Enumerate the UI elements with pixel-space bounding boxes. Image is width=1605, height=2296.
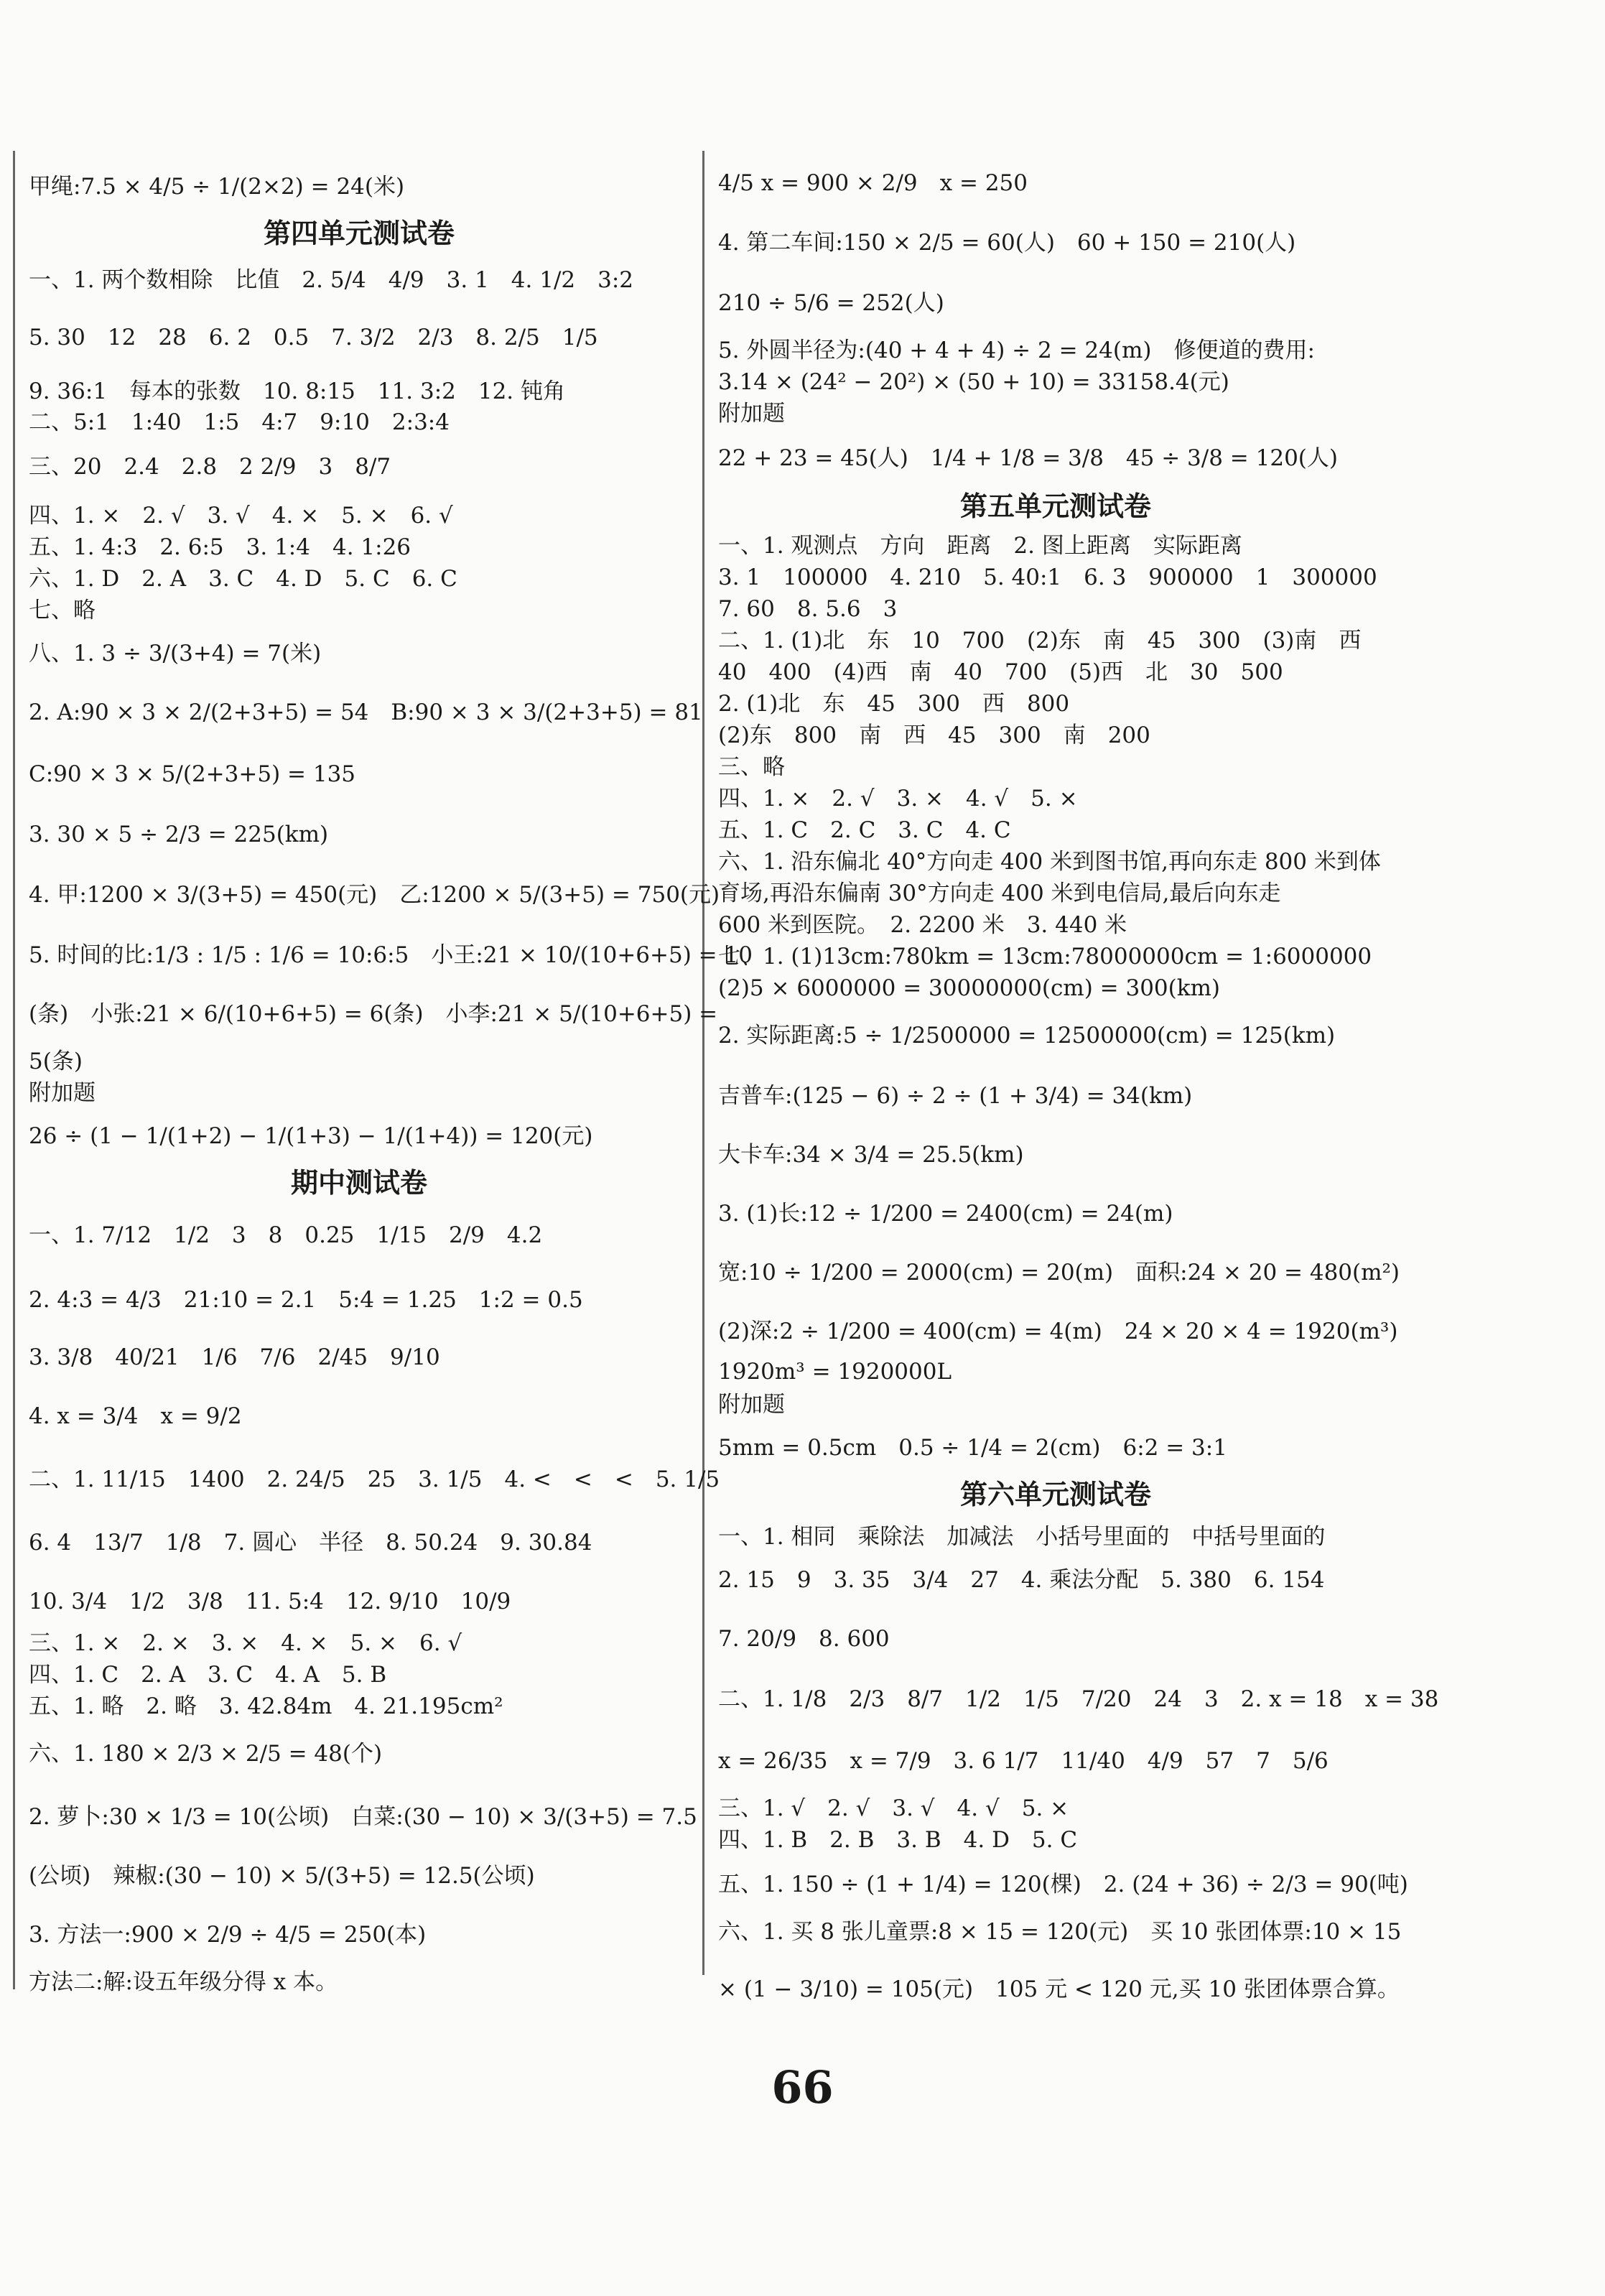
answer-line: 吉普车:(125 − 6) ÷ 2 ÷ (1 + 3/4) = 34(km) bbox=[718, 1083, 1193, 1109]
answer-line: 二、1. (1)北 东 10 700 (2)东 南 45 300 (3)南 西 bbox=[718, 628, 1362, 654]
answer-line: 26 ÷ (1 − 1/(1+2) − 1/(1+3) − 1/(1+4)) = 120(元) bbox=[29, 1123, 593, 1149]
left-margin-rule bbox=[13, 151, 15, 1989]
answer-line: 5. 30 12 28 6. 2 0.5 7. 3/2 2/3 8. 2/5 1/5 bbox=[29, 325, 598, 350]
answer-line: 3. 方法一:900 × 2/9 ÷ 4/5 = 250(本) bbox=[29, 1922, 427, 1948]
answer-line: 3. 3/8 40/21 1/6 7/6 2/45 9/10 bbox=[29, 1344, 440, 1370]
answer-line: 5. 时间的比:1/3 : 1/5 : 1/6 = 10:6:5 小王:21 × 10/(10+6+5) = 10 bbox=[29, 942, 753, 968]
answer-line: 一、1. 相同 乘除法 加减法 小括号里面的 中括号里面的 bbox=[718, 1524, 1326, 1550]
answer-line: 五、1. 4:3 2. 6:5 3. 1:4 4. 1:26 bbox=[29, 534, 411, 560]
answer-line: 甲绳:7.5 × 4/5 ÷ 1/(2×2) = 24(米) bbox=[29, 174, 405, 200]
answer-line: 3. (1)长:12 ÷ 1/200 = 2400(cm) = 24(m) bbox=[718, 1201, 1173, 1227]
answer-line: 附加题 bbox=[718, 1392, 785, 1418]
answer-line: 一、1. 观测点 方向 距离 2. 图上距离 实际距离 bbox=[718, 533, 1242, 559]
answer-line: 210 ÷ 5/6 = 252(人) bbox=[718, 290, 944, 316]
column-divider bbox=[702, 151, 704, 1975]
answer-line: 9. 36:1 每本的张数 10. 8:15 11. 3:2 12. 钝角 bbox=[29, 378, 566, 404]
answer-line: 1920m³ = 1920000L bbox=[718, 1359, 952, 1385]
answer-line: (2)5 × 6000000 = 30000000(cm) = 300(km) bbox=[718, 975, 1221, 1001]
answer-line: 五、1. C 2. C 3. C 4. C bbox=[718, 817, 1011, 843]
answer-line: (公顷) 辣椒:(30 − 10) × 5/(3+5) = 12.5(公顷) bbox=[29, 1863, 535, 1889]
answer-line: (2)深:2 ÷ 1/200 = 400(cm) = 4(m) 24 × 20 × 4 = 1920(m³) bbox=[718, 1319, 1398, 1344]
answer-line: 2. 15 9 3. 35 3/4 27 4. 乘法分配 5. 380 6. 154 bbox=[718, 1567, 1325, 1593]
answer-line: 40 400 (4)西 南 40 700 (5)西 北 30 500 bbox=[718, 659, 1283, 685]
section-heading-midterm: 期中测试卷 bbox=[290, 1167, 427, 1199]
answer-line: 7. 20/9 8. 600 bbox=[718, 1626, 890, 1652]
answer-line: 4. 第二车间:150 × 2/5 = 60(人) 60 + 150 = 210(人) bbox=[718, 230, 1296, 256]
answer-line: 7. 60 8. 5.6 3 bbox=[718, 596, 898, 622]
answer-line: 3. 1 100000 4. 210 5. 40:1 6. 3 900000 1 300000 bbox=[718, 564, 1377, 590]
answer-line: C:90 × 3 × 5/(2+3+5) = 135 bbox=[29, 761, 356, 787]
answer-line: 六、1. 沿东偏北 40°方向走 400 米到图书馆,再向东走 800 米到体 bbox=[718, 849, 1381, 875]
answer-line: 5. 外圆半径为:(40 + 4 + 4) ÷ 2 = 24(m) 修便道的费用: bbox=[718, 338, 1315, 363]
answer-line: 4. 甲:1200 × 3/(3+5) = 450(元) 乙:1200 × 5/(3+5) = 750(元) bbox=[29, 882, 720, 908]
answer-line: 6. 4 13/7 1/8 7. 圆心 半径 8. 50.24 9. 30.84 bbox=[29, 1530, 592, 1556]
answer-line: 10. 3/4 1/2 3/8 11. 5:4 12. 9/10 10/9 bbox=[29, 1589, 511, 1614]
answer-line: 2. 萝卜:30 × 1/3 = 10(公顷) 白菜:(30 − 10) × 3/(3+5) = 7.5 bbox=[29, 1804, 697, 1830]
section-heading-unit6: 第六单元测试卷 bbox=[959, 1479, 1151, 1510]
answer-line: 八、1. 3 ÷ 3/(3+4) = 7(米) bbox=[29, 641, 322, 666]
answer-line: 2. 实际距离:5 ÷ 1/2500000 = 12500000(cm) = 125(km) bbox=[718, 1023, 1336, 1049]
answer-line: 二、5:1 1:40 1:5 4:7 9:10 2:3:4 bbox=[29, 409, 450, 435]
answer-line: x = 26/35 x = 7/9 3. 6 1/7 11/40 4/9 57 7 5/6 bbox=[718, 1748, 1329, 1774]
answer-line: 三、20 2.4 2.8 2 2/9 3 8/7 bbox=[29, 454, 391, 480]
answer-line: 方法二:解:设五年级分得 x 本。 bbox=[29, 1969, 338, 1995]
answer-line: 七、略 bbox=[29, 598, 96, 623]
answer-line: 附加题 bbox=[718, 401, 785, 427]
answer-line: 六、1. 180 × 2/3 × 2/5 = 48(个) bbox=[29, 1741, 383, 1767]
answer-line: 4. x = 3/4 x = 9/2 bbox=[29, 1403, 242, 1429]
answer-line: 四、1. × 2. √ 3. × 4. √ 5. × bbox=[718, 786, 1078, 812]
answer-line: (2)东 800 南 西 45 300 南 200 bbox=[718, 722, 1150, 748]
answer-line: 一、1. 7/12 1/2 3 8 0.25 1/15 2/9 4.2 bbox=[29, 1222, 543, 1248]
answer-line: 七、1. (1)13cm:780km = 13cm:78000000cm = 1:6000000 bbox=[718, 944, 1372, 970]
answer-line: 五、1. 略 2. 略 3. 42.84m 4. 21.195cm² bbox=[29, 1693, 503, 1719]
answer-line: 2. (1)北 东 45 300 西 800 bbox=[718, 691, 1070, 717]
answer-line: 3.14 × (24² − 20²) × (50 + 10) = 33158.4(元) bbox=[718, 369, 1229, 395]
answer-line: 三、1. × 2. × 3. × 4. × 5. × 6. √ bbox=[29, 1630, 462, 1656]
answer-line: 二、1. 11/15 1400 2. 24/5 25 3. 1/5 4. < < < 5. 1/5 bbox=[29, 1467, 720, 1492]
answer-line: 附加题 bbox=[29, 1080, 96, 1106]
answer-line: 育场,再沿东偏南 30°方向走 400 米到电信局,最后向东走 bbox=[718, 880, 1281, 906]
answer-line: 4/5 x = 900 × 2/9 x = 250 bbox=[718, 170, 1028, 196]
page-number: 66 bbox=[771, 2061, 834, 2114]
section-heading-unit5: 第五单元测试卷 bbox=[959, 491, 1151, 522]
answer-line: 六、1. D 2. A 3. C 4. D 5. C 6. C bbox=[29, 566, 457, 592]
section-heading-unit4: 第四单元测试卷 bbox=[263, 218, 455, 249]
answer-line: 2. 4:3 = 4/3 21:10 = 2.1 5:4 = 1.25 1:2 = 0.5 bbox=[29, 1287, 583, 1313]
answer-line: 大卡车:34 × 3/4 = 25.5(km) bbox=[718, 1142, 1024, 1168]
answer-line: 四、1. × 2. √ 3. √ 4. × 5. × 6. √ bbox=[29, 503, 453, 529]
answer-line: 四、1. C 2. A 3. C 4. A 5. B bbox=[29, 1662, 387, 1688]
answer-line: 二、1. 1/8 2/3 8/7 1/2 1/5 7/20 24 3 2. x = 18 x = 38 bbox=[718, 1686, 1439, 1712]
answer-line: 五、1. 150 ÷ (1 + 1/4) = 120(棵) 2. (24 + 36) ÷ 2/3 = 90(吨) bbox=[718, 1872, 1408, 1897]
answer-line: 四、1. B 2. B 3. B 4. D 5. C bbox=[718, 1827, 1078, 1853]
answer-line: 2. A:90 × 3 × 2/(2+3+5) = 54 B:90 × 3 × 3/(2+3+5) = 81 bbox=[29, 700, 703, 725]
answer-line: 3. 30 × 5 ÷ 2/3 = 225(km) bbox=[29, 822, 329, 847]
answer-line: 三、略 bbox=[718, 754, 785, 780]
answer-line: 5(条) bbox=[29, 1049, 83, 1074]
answer-line: 5mm = 0.5cm 0.5 ÷ 1/4 = 2(cm) 6:2 = 3:1 bbox=[718, 1435, 1227, 1461]
answer-line: 三、1. √ 2. √ 3. √ 4. √ 5. × bbox=[718, 1795, 1069, 1821]
answer-line: × (1 − 3/10) = 105(元) 105 元 < 120 元,买 10 张团体票合算。 bbox=[718, 1976, 1400, 2002]
answer-line: 一、1. 两个数相除 比值 2. 5/4 4/9 3. 1 4. 1/2 3:2 bbox=[29, 267, 634, 293]
answer-line: 宽:10 ÷ 1/200 = 2000(cm) = 20(m) 面积:24 × 20 = 480(m²) bbox=[718, 1260, 1400, 1286]
answer-line: 600 米到医院。 2. 2200 米 3. 440 米 bbox=[718, 912, 1127, 938]
answer-line: 六、1. 买 8 张儿童票:8 × 15 = 120(元) 买 10 张团体票:10 × 15 bbox=[718, 1919, 1402, 1945]
answer-line: (条) 小张:21 × 6/(10+6+5) = 6(条) 小李:21 × 5/(10+6+5) = bbox=[29, 1001, 718, 1027]
answer-line: 22 + 23 = 45(人) 1/4 + 1/8 = 3/8 45 ÷ 3/8 = 120(人) bbox=[718, 445, 1338, 471]
